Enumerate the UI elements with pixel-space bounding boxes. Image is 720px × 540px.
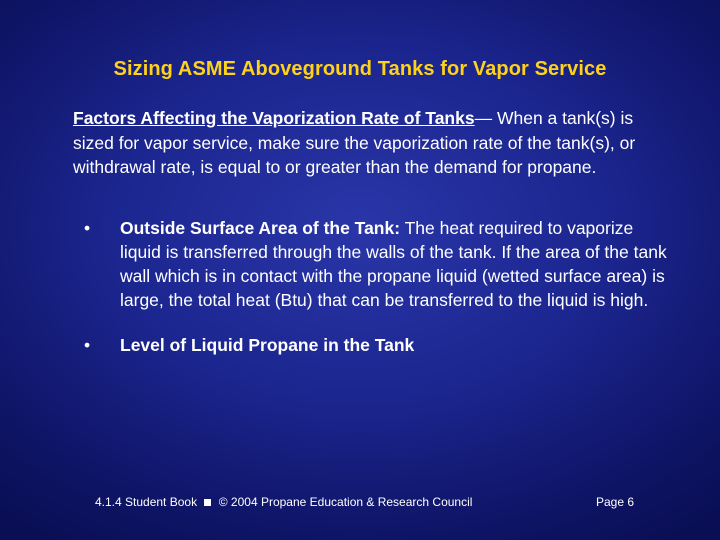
slide-title: Sizing ASME Aboveground Tanks for Vapor Service [113,58,607,80]
page-number: Page 6 [596,495,635,509]
square-bullet-icon [204,499,211,506]
bullet-item [84,216,674,312]
bullet-heading: Level of Liquid Propane in the Tank [120,335,415,355]
intro-dash: — [474,108,493,128]
bullet-text [120,333,674,357]
intro-paragraph [73,106,673,180]
bullet-body: The heat required to vaporize liquid is transferred through the walls of the tank. If the area of the tank wall which is in contact with the propane liquid (wetted surface area) is large, the total heat (Btu) that can be transferred to the liquid is high. [120,218,667,310]
footer-book: 4.1.4 Student Book [95,495,201,509]
intro-body: When a tank(s) is sized for vapor service, make sure the vaporization rate of the tank(s), or withdrawal rate, is equal to or greater than the demand for propane. [73,108,636,177]
bullet-text [120,216,674,312]
intro-lead: Factors Affecting the Vaporization Rate of Tanks [73,108,475,128]
bullet-heading: Outside Surface Area of the Tank: [120,218,401,238]
bullet-list [84,216,674,357]
footer-copyright: © 2004 Propane Education & Research Council [215,495,473,509]
footer [95,495,472,509]
bullet-item [84,333,674,357]
bullet-icon: • [84,335,91,355]
bullet-icon: • [84,218,91,238]
